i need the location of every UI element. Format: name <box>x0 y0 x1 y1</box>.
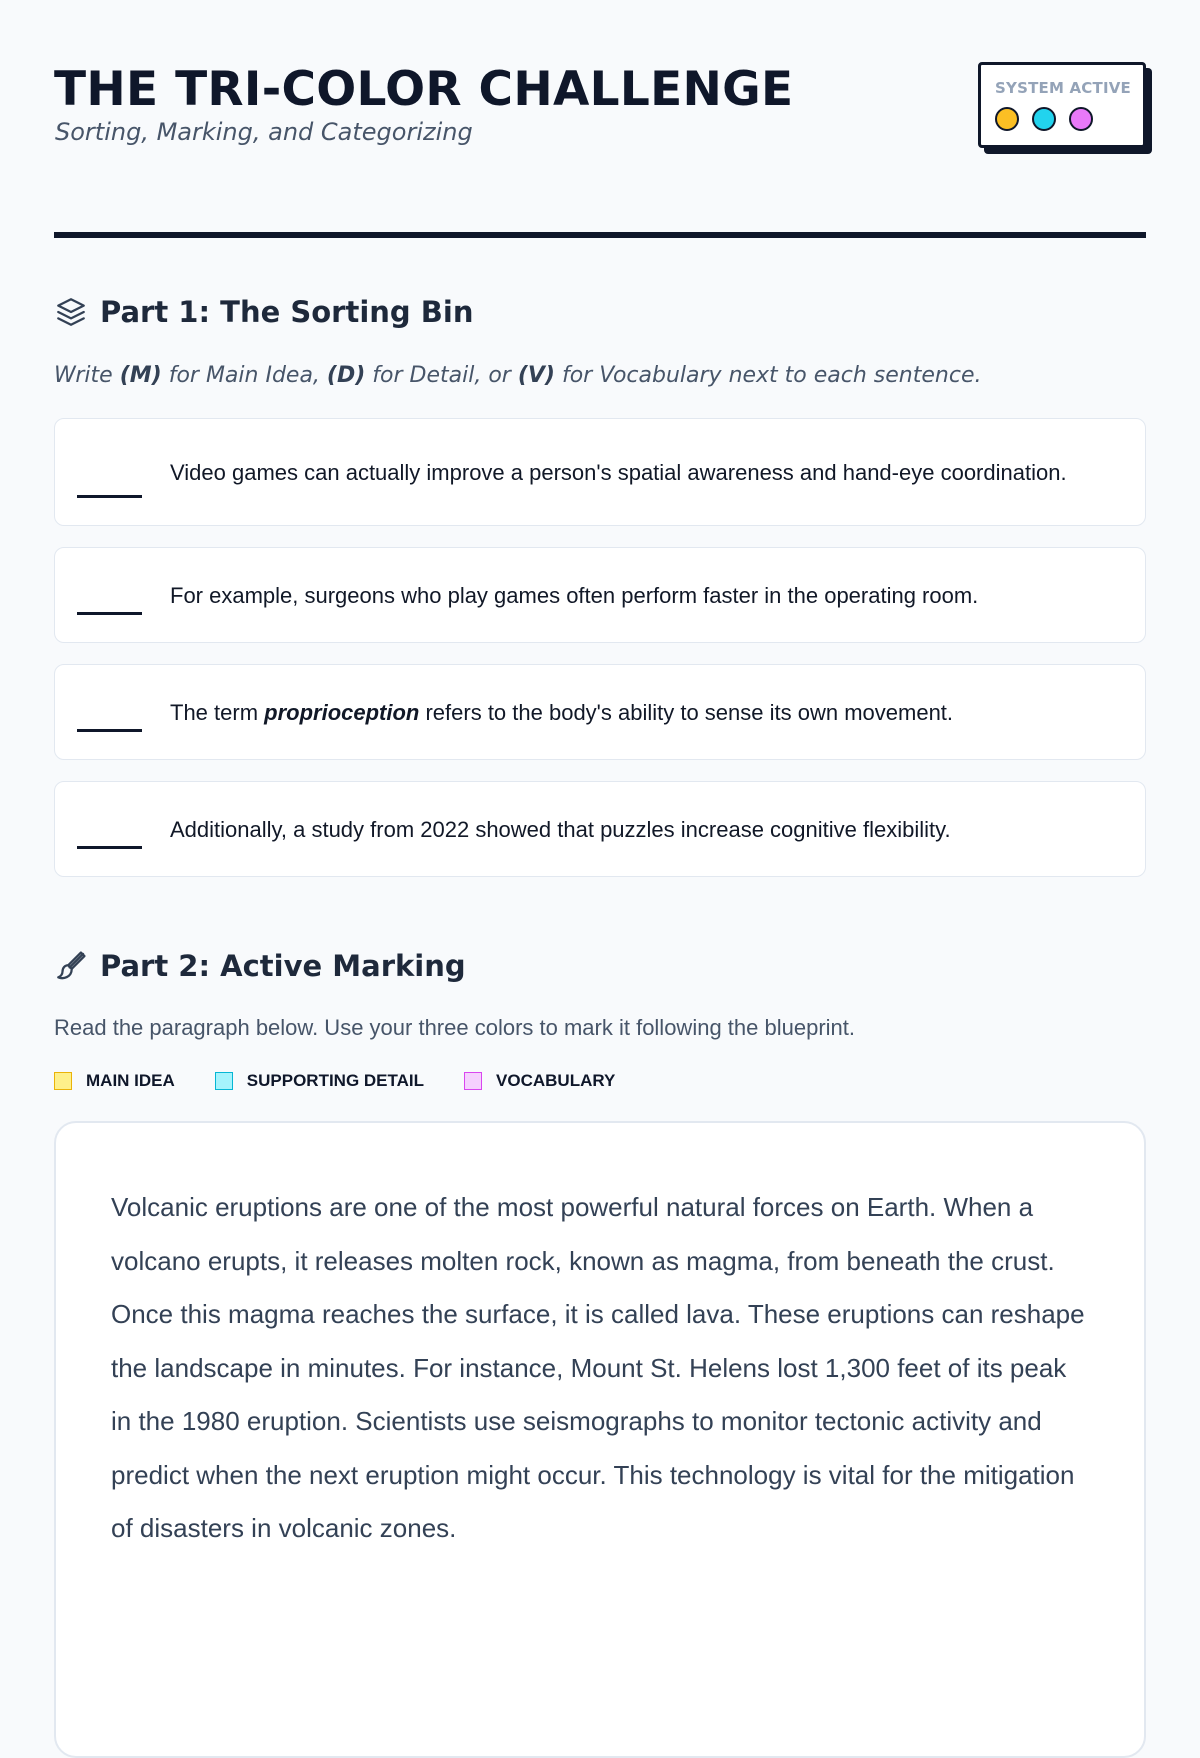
sorting-sentence: The term proprioception refers to the body's ability to sense its own movement. <box>170 699 954 725</box>
part2-instructions: Read the paragraph below. Use your three colors to mark it following the blueprint. <box>54 1015 855 1040</box>
answer-blank[interactable] <box>77 846 142 849</box>
sorting-sentence: Video games can actually improve a person's spatial awareness and hand-eye coordination. <box>170 459 1067 485</box>
page-title: THE TRI-COLOR CHALLENGE <box>54 62 794 117</box>
part2-title: Part 2: Active Marking <box>100 949 466 983</box>
reading-passage[interactable]: Volcanic eruptions are one of the most powerful natural forces on Earth. When a volcano erupts, it releases molten rock, known as magma, from beneath the crust. Once this magma reaches the surface, it is called lava. These eruptions can reshape the landscape in minutes. For instance, Mount St. Helens lost 1,300 feet of its peak in the 1980 eruption. Scientists use seismographs to monitor tectonic activity and predict when the next eruption might occur. This technology is vital for the mitigation of disasters in volcanic zones. <box>111 1192 1085 1543</box>
header-divider <box>54 232 1146 238</box>
vocabulary-term: proprioception <box>264 699 420 725</box>
answer-blank[interactable] <box>77 729 142 732</box>
part1-instructions: Write (M) for Main Idea, (D) for Detail, or (V) for Vocabulary next to each sentence. <box>54 363 982 388</box>
legend-supporting-detail <box>215 1071 424 1091</box>
status-dots <box>995 107 1129 131</box>
part1-title: Part 1: The Sorting Bin <box>100 295 474 329</box>
sorting-item <box>54 547 1146 643</box>
sorting-item <box>54 781 1146 877</box>
yellow-status-dot <box>995 107 1019 131</box>
supporting-detail-swatch <box>215 1072 233 1090</box>
answer-blank[interactable] <box>77 495 142 498</box>
legend-label: VOCABULARY <box>496 1071 616 1090</box>
sorting-sentence: Additionally, a study from 2022 showed that puzzles increase cognitive flexibility. <box>170 816 951 842</box>
system-status-card <box>978 62 1146 148</box>
page-subtitle: Sorting, Marking, and Categorizing <box>55 118 473 146</box>
legend-main-idea <box>54 1071 175 1091</box>
answer-blank[interactable] <box>77 612 142 615</box>
brush-icon <box>54 949 88 983</box>
legend-label: MAIN IDEA <box>86 1071 175 1090</box>
part2-heading <box>54 949 1146 983</box>
legend-label: SUPPORTING DETAIL <box>246 1071 425 1090</box>
passage-card <box>54 1121 1146 1758</box>
main-idea-swatch <box>54 1072 72 1090</box>
legend-vocabulary <box>464 1071 615 1091</box>
layers-icon <box>54 295 88 329</box>
status-label: SYSTEM ACTIVE <box>995 79 1131 97</box>
magenta-status-dot <box>1069 107 1093 131</box>
part1-heading <box>54 295 1146 329</box>
sorting-item <box>54 664 1146 760</box>
cyan-status-dot <box>1032 107 1056 131</box>
worksheet-header <box>54 54 1146 182</box>
vocabulary-swatch <box>464 1072 482 1090</box>
sorting-sentence: For example, surgeons who play games often perform faster in the operating room. <box>170 582 979 608</box>
sorting-item <box>54 418 1146 526</box>
color-legend <box>54 1071 1146 1091</box>
